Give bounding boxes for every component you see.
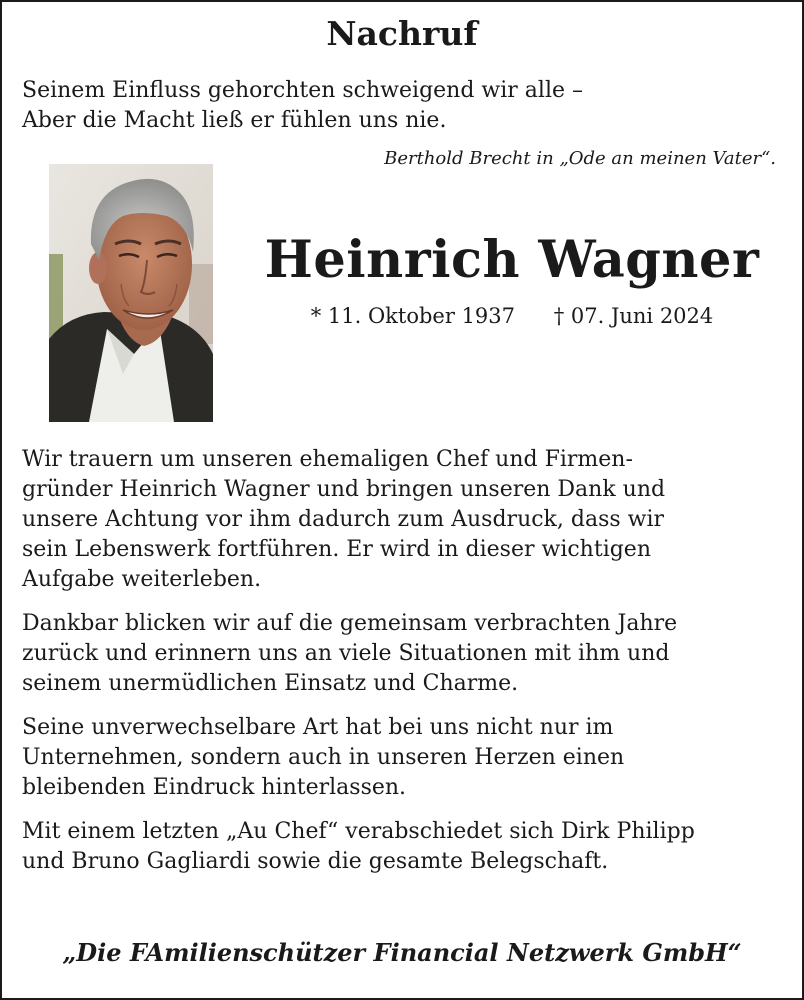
notice-heading: Nachruf [326, 14, 478, 53]
quote-line-1: Seinem Einfluss gehorchten schweigend wir alle – [22, 78, 583, 103]
paragraph: Wir trauern um unseren ehemaligen Chef und Firmen- gründer Heinrich Wagner und bringen unseren Dank und unsere Achtung vor ihm dadurch zum Ausdruck, dass wir sein Lebenswerk fortführen. Er wird in dieser wichtigen Aufgabe weiterleben. [22, 447, 666, 592]
paragraph: Seine unverwechselbare Art hat bei uns nicht nur im Unternehmen, sondern auch in unseren Herzen einen bleibenden Eindruck hinterlassen. [22, 715, 625, 800]
birth-date: * 11. Oktober 1937 [310, 304, 516, 328]
quote-block [22, 76, 583, 136]
deceased-name: Heinrich Wagner [264, 230, 760, 290]
quote-line-2: Aber die Macht ließ er fühlen uns nie. [22, 108, 447, 133]
portrait-photo [49, 164, 213, 422]
death-date: † 07. Juni 2024 [553, 304, 714, 328]
life-dates [232, 304, 792, 328]
obituary-text [22, 445, 784, 891]
quote-attribution: Berthold Brecht in „Ode an meinen Vater“. [384, 148, 776, 169]
paragraph: Dankbar blicken wir auf die gemeinsam verbrachten Jahre zurück und erinnern uns an viele Situationen mit ihm und seinem unermüdlichen Einsatz und Charme. [22, 611, 678, 696]
company-signature: „Die FAmilienschützer Financial Netzwerk GmbH“ [62, 938, 742, 967]
paragraph: Mit einem letzten „Au Chef“ verabschiedet sich Dirk Philipp und Bruno Gagliardi sowie die gesamte Belegschaft. [22, 819, 695, 874]
